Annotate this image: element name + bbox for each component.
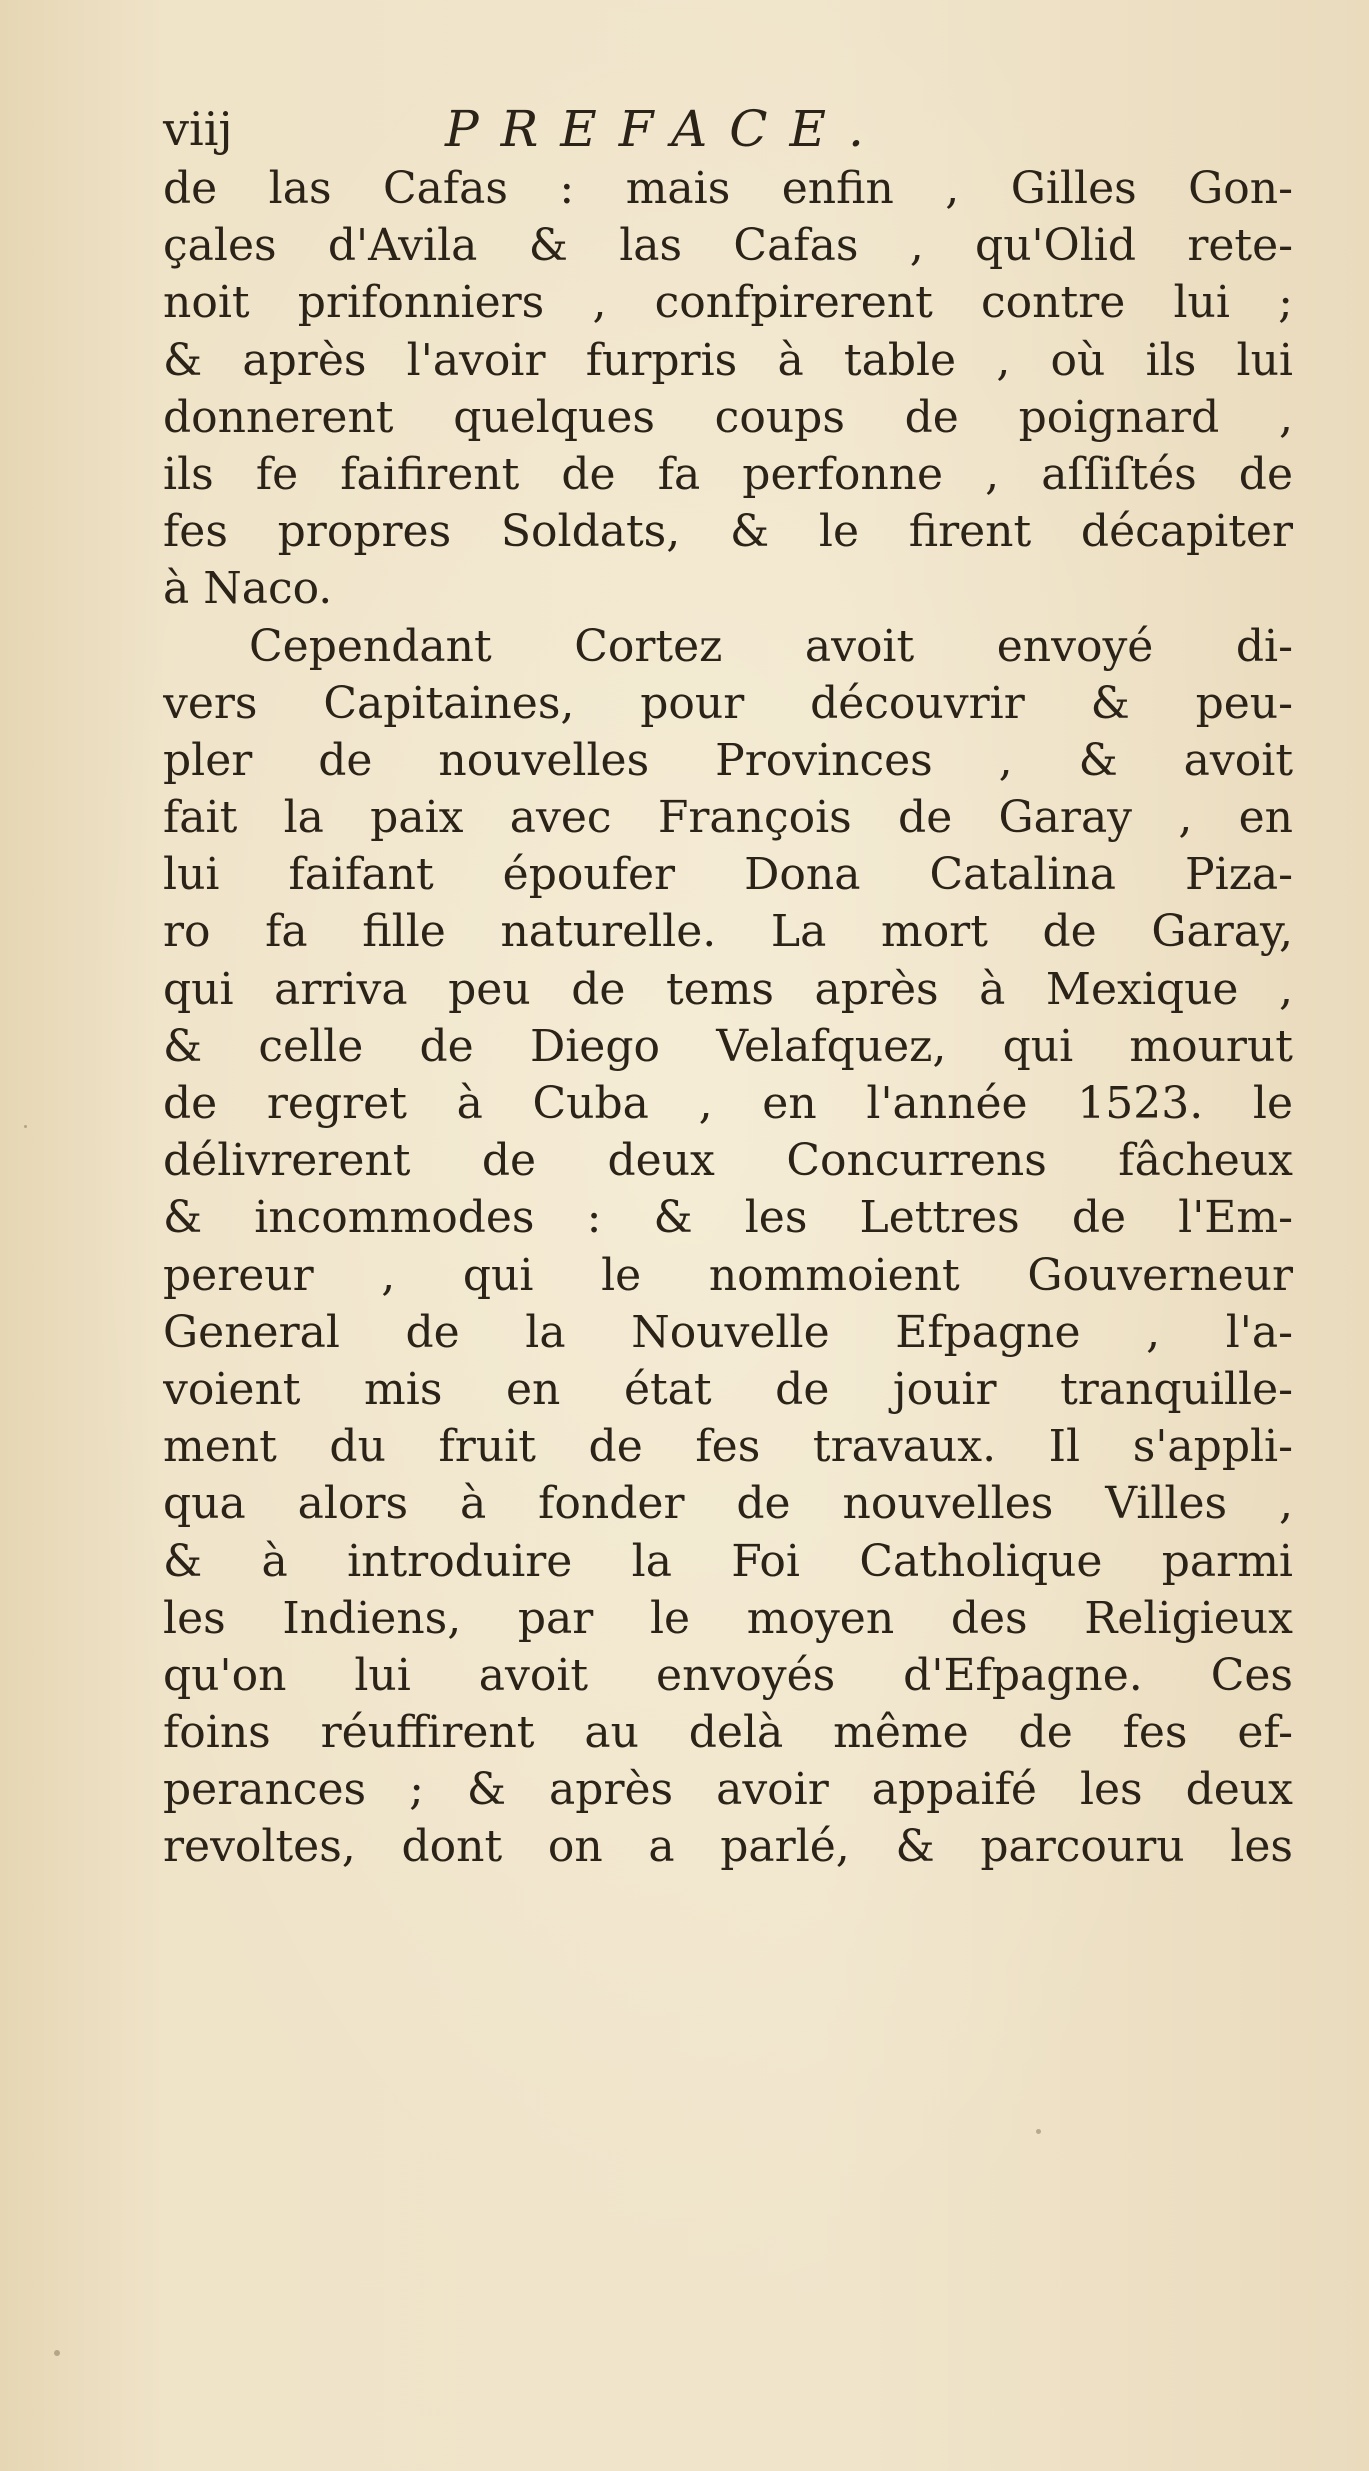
text-line: foins réuffirent au delà même de fes ef- bbox=[163, 1707, 1293, 1759]
text-line: ils fe faifirent de fa perfonne , aſſiſtés de bbox=[163, 448, 1293, 500]
body-text bbox=[163, 160, 1293, 1876]
text-line: vers Capitaines, pour découvrir & peu- bbox=[163, 677, 1293, 729]
paper-speck bbox=[24, 1125, 27, 1128]
text-line: lui faifant époufer Dona Catalina Piza- bbox=[163, 849, 1293, 901]
text-line: qua alors à fonder de nouvelles Villes , bbox=[163, 1478, 1293, 1530]
text-line: qui arriva peu de tems après à Mexique , bbox=[163, 963, 1293, 1015]
text-line: pereur , qui le nommoient Gouverneur bbox=[163, 1249, 1293, 1301]
text-line: fait la paix avec François de Garay , en bbox=[163, 792, 1293, 844]
text-line: noit prifonniers , confpirerent contre lui ; bbox=[163, 277, 1293, 329]
page-header bbox=[163, 98, 1283, 160]
text-line: çales d'Avila & las Cafas , qu'Olid rete- bbox=[163, 220, 1293, 272]
text-line: fes propres Soldats, & le firent décapiter bbox=[163, 506, 1293, 558]
text-line: à Naco. bbox=[163, 563, 333, 615]
text-line: de regret à Cuba , en l'année 1523. le bbox=[163, 1078, 1293, 1129]
page-number: viij bbox=[163, 102, 233, 156]
text-line: pler de nouvelles Provinces , & avoit bbox=[163, 734, 1293, 786]
paragraph bbox=[163, 618, 1293, 1876]
paper-speck bbox=[54, 2350, 60, 2356]
text-line: & incommodes : & les Lettres de l'Em- bbox=[163, 1192, 1293, 1244]
text-line: & à introduire la Foi Catholique parmi bbox=[163, 1535, 1293, 1587]
text-line: donnerent quelques coups de poignard , bbox=[163, 391, 1293, 443]
text-line: les Indiens, par le moyen des Religieux bbox=[163, 1592, 1293, 1644]
text-line: voient mis en état de jouir tranquille- bbox=[163, 1363, 1293, 1415]
text-line: qu'on lui avoit envoyés d'Efpagne. Ces bbox=[163, 1649, 1293, 1701]
text-line: Cependant Cortez avoit envoyé di- bbox=[249, 620, 1293, 672]
running-head: PREFACE. bbox=[445, 100, 886, 158]
text-line: perances ; & après avoir appaifé les deux bbox=[163, 1764, 1293, 1816]
paper-speck bbox=[1036, 2129, 1041, 2134]
text-line: de las Cafas : mais enfin , Gilles Gon- bbox=[163, 163, 1293, 214]
paragraph bbox=[163, 160, 1293, 618]
text-line: ro fa fille naturelle. La mort de Garay, bbox=[163, 906, 1293, 958]
text-line: & celle de Diego Velafquez, qui mourut bbox=[163, 1020, 1293, 1072]
text-line: ment du fruit de fes travaux. Il s'appli- bbox=[163, 1421, 1293, 1473]
text-line: délivrerent de deux Concurrens fâcheux bbox=[163, 1135, 1293, 1187]
text-line: & après l'avoir furpris à table , où ils lui bbox=[163, 334, 1293, 386]
text-line: General de la Nouvelle Efpagne , l'a- bbox=[163, 1306, 1293, 1358]
text-line: revoltes, dont on a parlé, & parcouru les bbox=[163, 1821, 1293, 1873]
